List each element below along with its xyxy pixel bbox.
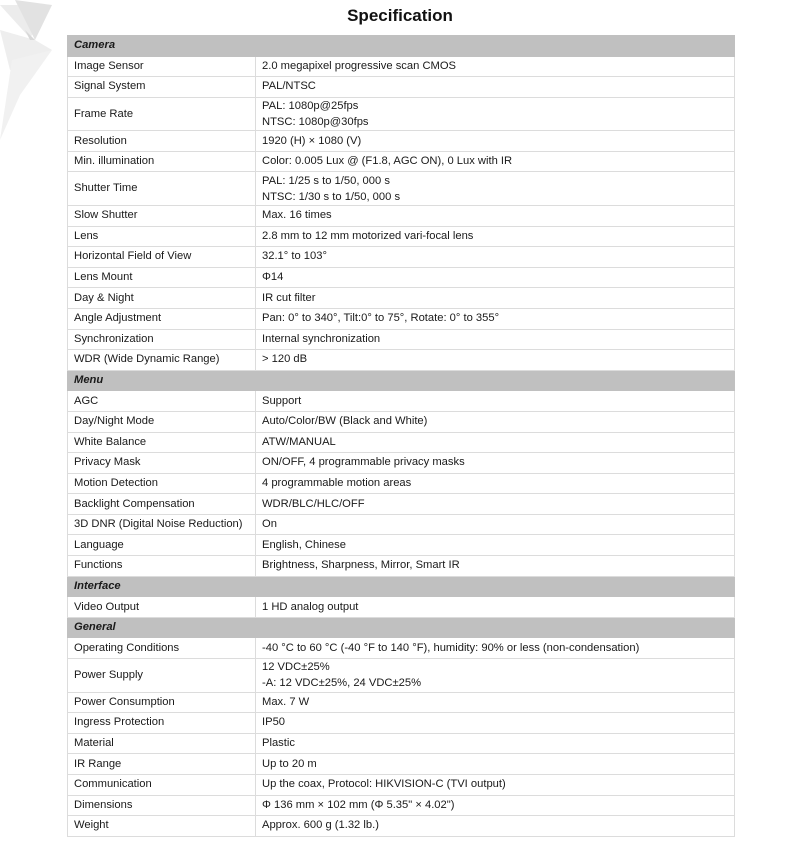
- spec-label: Power Supply: [68, 659, 256, 693]
- spec-label: Signal System: [68, 77, 256, 98]
- spec-value-cell: [256, 131, 735, 152]
- spec-row: [68, 659, 735, 693]
- spec-label: White Balance: [68, 432, 256, 453]
- specification-table: [67, 35, 735, 837]
- spec-value-cell: [256, 535, 735, 556]
- spec-value: ATW/MANUAL: [262, 435, 336, 448]
- spec-label: Horizontal Field of View: [68, 247, 256, 268]
- spec-label: Video Output: [68, 597, 256, 618]
- spec-row: [68, 247, 735, 268]
- spec-value: NTSC: 1/30 s to 1/50, 000 s: [262, 190, 401, 203]
- spec-value: IP50: [262, 716, 286, 729]
- spec-value-cell: [256, 754, 735, 775]
- spec-value: 12 VDC±25%: [262, 661, 330, 674]
- spec-value: Max. 7 W: [262, 695, 310, 708]
- spec-value-cell: [256, 494, 735, 515]
- section-title: General: [68, 617, 735, 638]
- spec-value: Internal synchronization: [262, 332, 381, 345]
- spec-value-cell: [256, 473, 735, 494]
- spec-value-cell: [256, 56, 735, 77]
- spec-label: Language: [68, 535, 256, 556]
- spec-value: Brightness, Sharpness, Mirror, Smart IR: [262, 559, 460, 572]
- spec-label: Slow Shutter: [68, 205, 256, 226]
- spec-row: [68, 267, 735, 288]
- section-title: Interface: [68, 576, 735, 597]
- spec-value: PAL: 1/25 s to 1/50, 000 s: [262, 174, 390, 187]
- spec-row: [68, 473, 735, 494]
- spec-value-cell: [256, 391, 735, 412]
- spec-row: [68, 350, 735, 371]
- spec-row: [68, 453, 735, 474]
- spec-row: [68, 816, 735, 837]
- spec-row: [68, 535, 735, 556]
- section-header-menu: [68, 370, 735, 391]
- spec-row: [68, 77, 735, 98]
- spec-value: 32.1° to 103°: [262, 250, 327, 263]
- spec-value-cell: [256, 597, 735, 618]
- spec-value: English, Chinese: [262, 538, 346, 551]
- spec-value-cell: [256, 172, 735, 206]
- spec-value-cell: [256, 774, 735, 795]
- spec-label: WDR (Wide Dynamic Range): [68, 350, 256, 371]
- section-header-camera: [68, 36, 735, 57]
- spec-value-cell: [256, 205, 735, 226]
- spec-label: Motion Detection: [68, 473, 256, 494]
- spec-row: [68, 172, 735, 206]
- spec-value-cell: [256, 795, 735, 816]
- spec-value-cell: [256, 350, 735, 371]
- spec-row: [68, 308, 735, 329]
- spec-label: Angle Adjustment: [68, 308, 256, 329]
- spec-value-cell: [256, 329, 735, 350]
- spec-label: Weight: [68, 816, 256, 837]
- spec-row: [68, 288, 735, 309]
- spec-value: Approx. 600 g (1.32 lb.): [262, 819, 379, 832]
- spec-label: Lens: [68, 226, 256, 247]
- spec-value-cell: [256, 308, 735, 329]
- spec-row: [68, 774, 735, 795]
- spec-label: AGC: [68, 391, 256, 412]
- spec-value: PAL: 1080p@25fps: [262, 100, 359, 113]
- spec-value-cell: [256, 713, 735, 734]
- spec-value-cell: [256, 77, 735, 98]
- spec-row: [68, 795, 735, 816]
- spec-value-cell: [256, 267, 735, 288]
- spec-label: Operating Conditions: [68, 638, 256, 659]
- spec-value: > 120 dB: [262, 353, 308, 366]
- spec-row: [68, 56, 735, 77]
- spec-label: Shutter Time: [68, 172, 256, 206]
- section-title: Menu: [68, 370, 735, 391]
- spec-value: -40 °C to 60 °C (-40 °F to 140 °F), humidity: 90% or less (non-condensation): [262, 641, 640, 654]
- spec-row: [68, 556, 735, 577]
- spec-label: Lens Mount: [68, 267, 256, 288]
- spec-label: Min. illumination: [68, 151, 256, 172]
- spec-row: [68, 205, 735, 226]
- spec-row: [68, 97, 735, 131]
- spec-value: NTSC: 1080p@30fps: [262, 116, 369, 129]
- spec-label: Frame Rate: [68, 97, 256, 131]
- spec-value: Max. 16 times: [262, 209, 332, 222]
- spec-value: Support: [262, 394, 302, 407]
- spec-value: ON/OFF, 4 programmable privacy masks: [262, 456, 465, 469]
- spec-row: [68, 692, 735, 713]
- spec-row: [68, 754, 735, 775]
- spec-value: Up the coax, Protocol: HIKVISION-C (TVI output): [262, 778, 506, 791]
- spec-label: Privacy Mask: [68, 453, 256, 474]
- spec-value-cell: [256, 226, 735, 247]
- spec-value-cell: [256, 247, 735, 268]
- spec-row: [68, 597, 735, 618]
- spec-row: [68, 514, 735, 535]
- spec-label: Communication: [68, 774, 256, 795]
- spec-label: Functions: [68, 556, 256, 577]
- section-header-general: [68, 617, 735, 638]
- section-header-interface: [68, 576, 735, 597]
- spec-row: [68, 411, 735, 432]
- spec-value-cell: [256, 733, 735, 754]
- spec-value: PAL/NTSC: [262, 80, 316, 93]
- spec-value-cell: [256, 453, 735, 474]
- spec-value-cell: [256, 816, 735, 837]
- spec-value: 2.0 megapixel progressive scan CMOS: [262, 59, 457, 72]
- spec-value-cell: [256, 638, 735, 659]
- spec-value: IR cut filter: [262, 291, 316, 304]
- spec-label: Synchronization: [68, 329, 256, 350]
- spec-value-cell: [256, 514, 735, 535]
- spec-value: WDR/BLC/HLC/OFF: [262, 497, 365, 510]
- spec-row: [68, 713, 735, 734]
- spec-label: Material: [68, 733, 256, 754]
- spec-label: Dimensions: [68, 795, 256, 816]
- spec-value: Φ 136 mm × 102 mm (Φ 5.35" × 4.02"): [262, 798, 455, 811]
- spec-value-cell: [256, 151, 735, 172]
- spec-value-cell: [256, 556, 735, 577]
- spec-label: Backlight Compensation: [68, 494, 256, 515]
- spec-value-cell: [256, 432, 735, 453]
- spec-row: [68, 131, 735, 152]
- spec-label: Resolution: [68, 131, 256, 152]
- section-title: Camera: [68, 36, 735, 57]
- spec-value: Pan: 0° to 340°, Tilt:0° to 75°, Rotate: 0° to 355°: [262, 312, 500, 325]
- spec-value: Auto/Color/BW (Black and White): [262, 415, 428, 428]
- spec-row: [68, 329, 735, 350]
- spec-value: 4 programmable motion areas: [262, 476, 412, 489]
- spec-value: -A: 12 VDC±25%, 24 VDC±25%: [262, 677, 422, 690]
- spec-value-cell: [256, 97, 735, 131]
- spec-value-cell: [256, 411, 735, 432]
- spec-value-cell: [256, 288, 735, 309]
- spec-label: Image Sensor: [68, 56, 256, 77]
- spec-value: Φ14: [262, 271, 284, 284]
- page-title: Specification: [347, 6, 453, 25]
- spec-label: Day & Night: [68, 288, 256, 309]
- spec-value-cell: [256, 692, 735, 713]
- spec-row: [68, 494, 735, 515]
- spec-label: Power Consumption: [68, 692, 256, 713]
- spec-value: Color: 0.005 Lux @ (F1.8, AGC ON), 0 Lux with IR: [262, 155, 513, 168]
- spec-value: On: [262, 518, 277, 531]
- spec-row: [68, 391, 735, 412]
- spec-label: Day/Night Mode: [68, 411, 256, 432]
- spec-row: [68, 151, 735, 172]
- spec-row: [68, 733, 735, 754]
- spec-row: [68, 226, 735, 247]
- spec-row: [68, 432, 735, 453]
- spec-value: 1920 (H) × 1080 (V): [262, 134, 362, 147]
- spec-label: IR Range: [68, 754, 256, 775]
- spec-label: 3D DNR (Digital Noise Reduction): [68, 514, 256, 535]
- spec-row: [68, 638, 735, 659]
- spec-value: 2.8 mm to 12 mm motorized vari-focal lens: [262, 229, 474, 242]
- spec-value: 1 HD analog output: [262, 600, 359, 613]
- spec-label: Ingress Protection: [68, 713, 256, 734]
- spec-value-cell: [256, 659, 735, 693]
- spec-value: Up to 20 m: [262, 757, 317, 770]
- spec-value: Plastic: [262, 737, 295, 750]
